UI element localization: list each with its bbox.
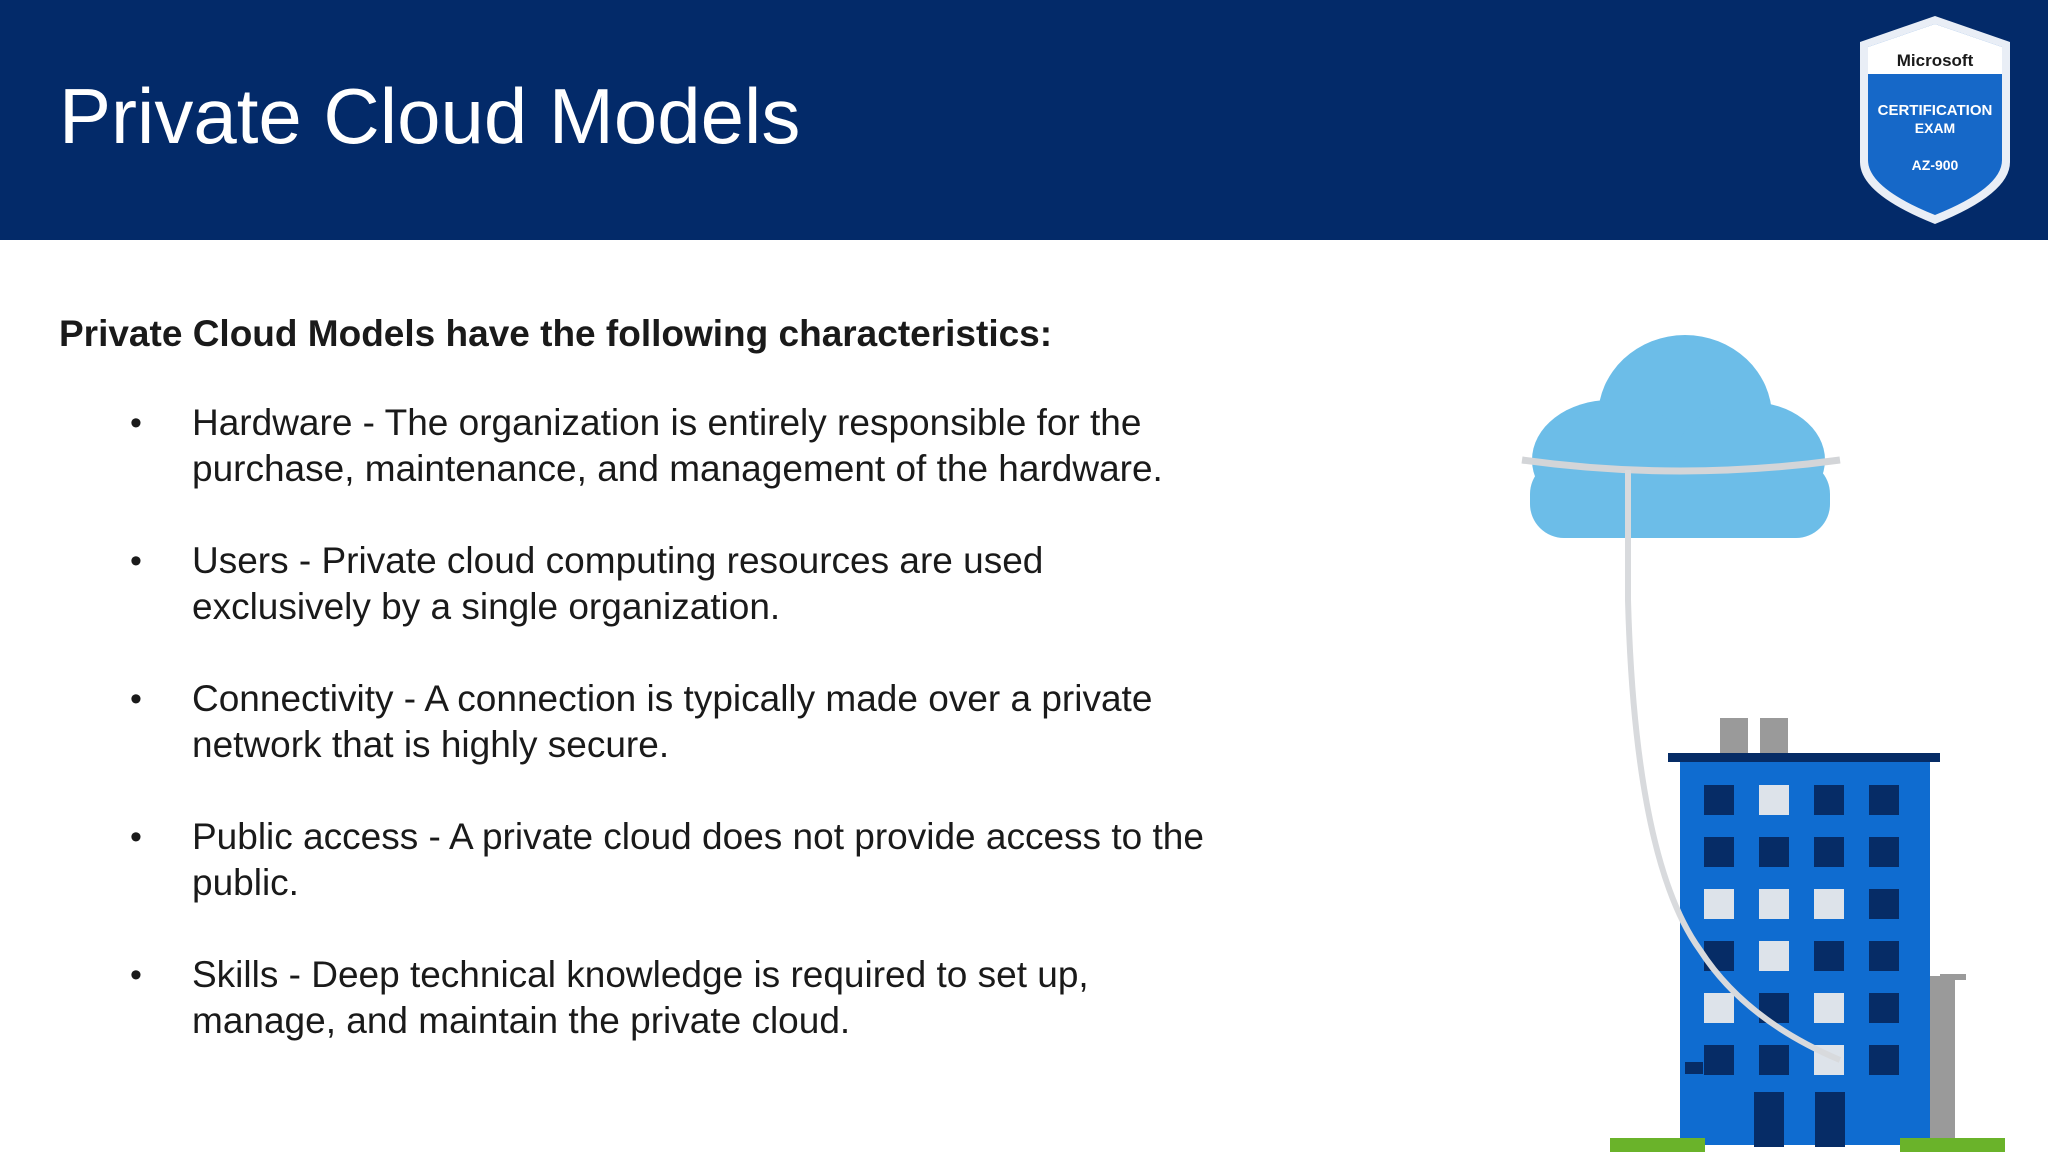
bullet-marker: • bbox=[130, 818, 142, 856]
bullet-marker: • bbox=[130, 542, 142, 580]
window bbox=[1869, 785, 1899, 815]
list-item bbox=[130, 538, 1210, 676]
window bbox=[1704, 1045, 1734, 1075]
window bbox=[1759, 889, 1789, 919]
list-item bbox=[130, 814, 1210, 952]
window bbox=[1759, 785, 1789, 815]
window bbox=[1814, 889, 1844, 919]
badge-line1: CERTIFICATION bbox=[1877, 102, 1993, 119]
certification-badge-icon bbox=[1850, 12, 2020, 228]
window bbox=[1704, 993, 1734, 1023]
bullet-text-skills: Skills - Deep technical knowledge is required to set up, manage, and maintain the private cloud. bbox=[192, 954, 1089, 1041]
window bbox=[1814, 785, 1844, 815]
list-item bbox=[130, 952, 1210, 1090]
badge-brand: Microsoft bbox=[1896, 51, 1974, 70]
window bbox=[1869, 993, 1899, 1023]
bullet-text-users: Users - Private cloud computing resources are used exclusively by a single organization. bbox=[192, 540, 1044, 627]
window bbox=[1759, 941, 1789, 971]
intro-heading: Private Cloud Models have the following characteristics: bbox=[59, 313, 1053, 354]
bullet-text-hardware: Hardware - The organization is entirely responsible for the purchase, maintenance, and management of the hardware. bbox=[192, 402, 1163, 489]
header-banner bbox=[0, 0, 2048, 240]
window bbox=[1704, 889, 1734, 919]
window bbox=[1869, 889, 1899, 919]
characteristics-list bbox=[130, 400, 1210, 1090]
bullet-text-public-access: Public access - A private cloud does not provide access to the public. bbox=[192, 816, 1204, 903]
cloud-icon bbox=[1522, 335, 1840, 538]
bullet-marker: • bbox=[130, 680, 142, 718]
window bbox=[1814, 993, 1844, 1023]
window bbox=[1759, 1045, 1789, 1075]
window bbox=[1759, 837, 1789, 867]
list-item bbox=[130, 676, 1210, 814]
window bbox=[1869, 837, 1899, 867]
bullet-text-connectivity: Connectivity - A connection is typically made over a private network that is highly secure. bbox=[192, 678, 1153, 765]
window bbox=[1814, 941, 1844, 971]
bullet-marker: • bbox=[130, 404, 142, 442]
window bbox=[1869, 941, 1899, 971]
office-building-icon bbox=[1610, 718, 2005, 1152]
badge-line2: EXAM bbox=[1914, 120, 1956, 136]
private-cloud-building-illustration bbox=[1500, 320, 2020, 1152]
window bbox=[1704, 785, 1734, 815]
window bbox=[1869, 1045, 1899, 1075]
bullet-marker: • bbox=[130, 956, 142, 994]
badge-code: AZ-900 bbox=[1911, 157, 1959, 173]
window bbox=[1814, 837, 1844, 867]
page-title: Private Cloud Models bbox=[59, 72, 801, 160]
list-item bbox=[130, 400, 1210, 538]
window bbox=[1704, 837, 1734, 867]
